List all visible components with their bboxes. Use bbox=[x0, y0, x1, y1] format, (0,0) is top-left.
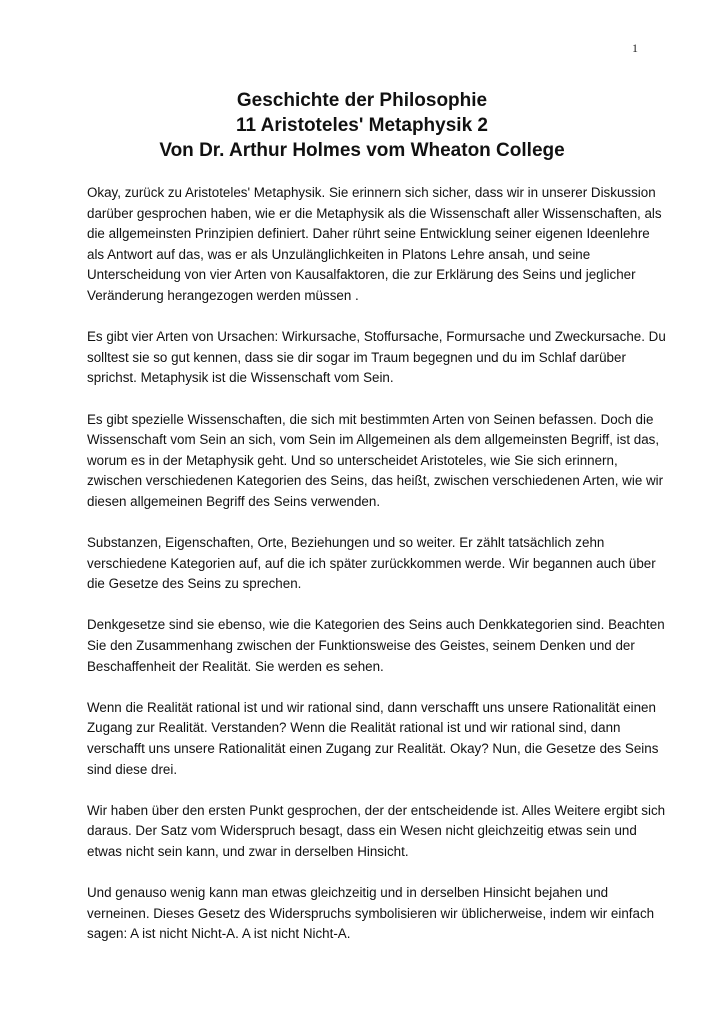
title-line-series: Geschichte der Philosophie bbox=[236, 90, 488, 111]
title-line-author: Von Dr. Arthur Holmes vom Wheaton College bbox=[159, 140, 565, 161]
document-title bbox=[0, 88, 724, 163]
page-number: 1 bbox=[632, 41, 638, 55]
paragraph: Es gibt spezielle Wissenschaften, die sich mit bestimmten Arten von Seinen befassen. Doch die Wissenschaft vom Sein an sich, vom Sein im Allgemeinen als dem allgemeinsten Begriff, ist das, worum es in der Metaphysik geht. Und so unterscheidet Aristoteles, wie Sie sich erinnern, zwischen verschiedenen Kategorien des Seins, das heißt, zwischen verschiedenen Arten, wie wir diesen allgemeinen Begriff des Seins verwenden. bbox=[87, 411, 664, 509]
paragraph: Wir haben über den ersten Punkt gesprochen, der der entscheidende ist. Alles Weitere ergibt sich daraus. Der Satz vom Widerspruch besagt, dass ein Wesen nicht gleichzeitig etwas sein und etwas nicht sein kann, und zwar in derselben Hinsicht. bbox=[87, 802, 666, 859]
document-body bbox=[87, 183, 667, 966]
paragraph: Substanzen, Eigenschaften, Orte, Beziehungen und so weiter. Er zählt tatsächlich zehn verschiedene Kategorien auf, auf die ich später zurückkommen werde. Wir begannen auch über die Gesetze des Seins zu sprechen. bbox=[87, 535, 656, 592]
title-line-lecture: 11 Aristoteles' Metaphysik 2 bbox=[236, 115, 488, 136]
paragraph: Es gibt vier Arten von Ursachen: Wirkursache, Stoffursache, Formursache und Zweckursache. Du solltest sie so gut kennen, dass sie dir sogar im Traum begegnen und du im Schlaf darüber sprichst. Metaphysik ist die Wissenschaft vom Sein. bbox=[87, 329, 666, 386]
paragraph: Okay, zurück zu Aristoteles' Metaphysik. Sie erinnern sich sicher, dass wir in unserer Diskussion darüber gesprochen haben, wie er die Metaphysik als die Wissenschaft aller Wissenschaften, als die allgemeinsten Prinzipien definiert. Daher rührt seine Entwicklung seiner eigenen Ideenlehre als Antwort auf das, was er als Unzulänglichkeiten in Platons Lehre ansah, und seine Unterscheidung von vier Arten von Kausalfaktoren, die zur Erklärung des Seins und jeglicher Veränderung herangezogen werden müssen . bbox=[87, 185, 662, 303]
paragraph: Wenn die Realität rational ist und wir rational sind, dann verschafft uns unsere Rationalität einen Zugang zur Realität. Verstanden? Wenn die Realität rational ist und wir rational sind, dann verschafft uns unsere Rationalität einen Zugang zur Realität. Okay? Nun, die Gesetze des Seins sind diese drei. bbox=[87, 699, 659, 777]
paragraph: Denkgesetze sind sie ebenso, wie die Kategorien des Seins auch Denkkategorien sind. Beachten Sie den Zusammenhang zwischen der Funktionsweise des Geistes, seinem Denken und der Beschaffenheit der Realität. Sie werden es sehen. bbox=[87, 617, 665, 674]
paragraph: Und genauso wenig kann man etwas gleichzeitig und in derselben Hinsicht bejahen und verneinen. Dieses Gesetz des Widerspruchs symbolisieren wir üblicherweise, indem wir einfach sagen: A ist nicht Nicht-A. A ist nicht Nicht-A. bbox=[87, 885, 655, 942]
